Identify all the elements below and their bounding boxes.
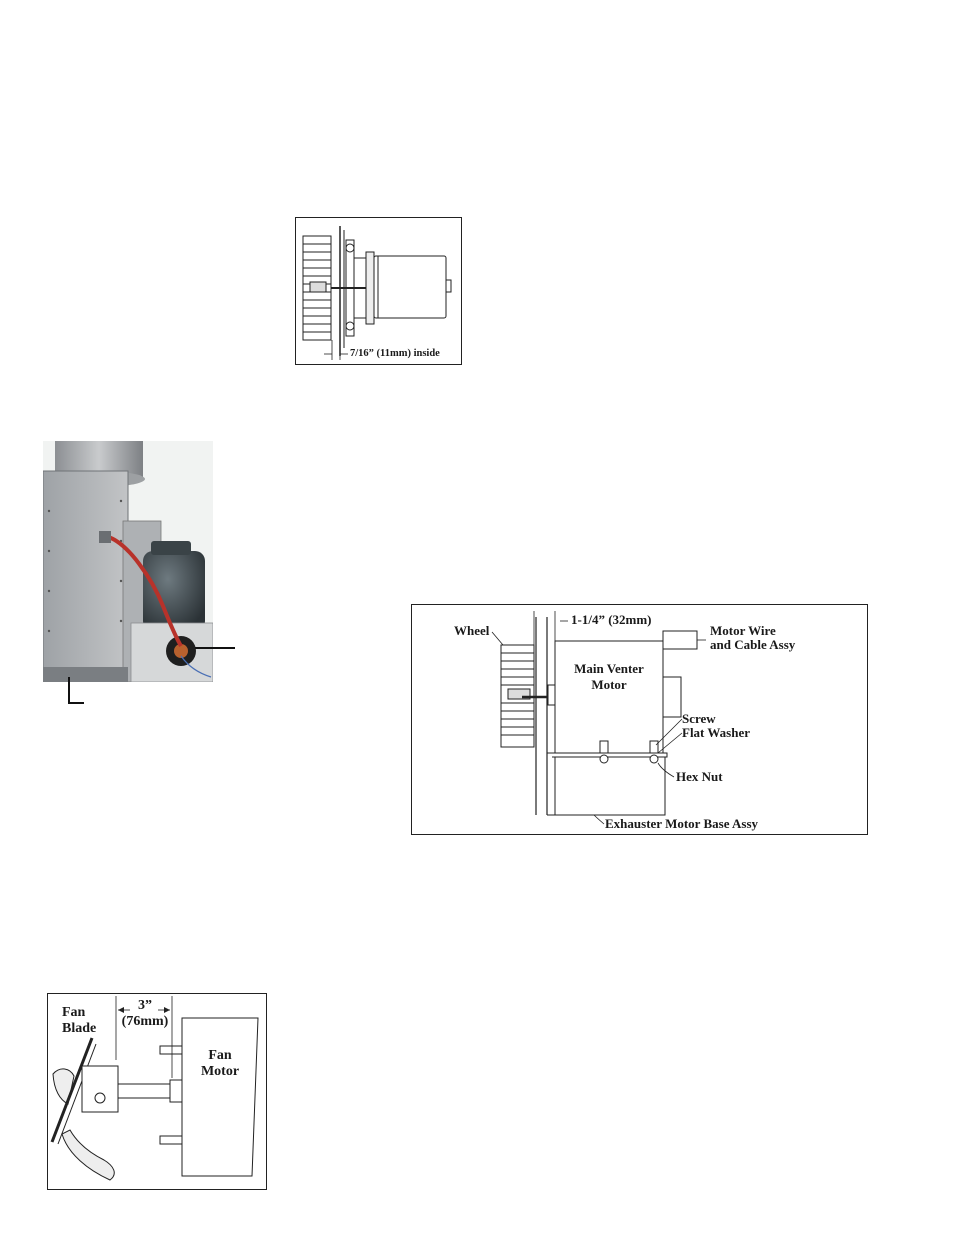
wheel-spacing-dimension-label: 7/16” (11mm) inside [350,348,440,359]
exhauster-motor-base-label: Exhauster Motor Base Assy [605,816,758,831]
motor-wire-label-line2: and Cable Assy [710,637,796,652]
figure-exhauster-motor-base [411,604,868,835]
photo-leader-right [195,647,235,649]
fan-gap-dimension-line1: 3” [138,998,152,1013]
main-venter-motor-label-line1: Main Venter [574,661,644,676]
fan-blade-label-line2: Blade [62,1021,97,1036]
figure-wheel-spacing [295,217,462,365]
flat-washer-label: Flat Washer [682,725,751,740]
main-venter-motor-label-line2: Motor [591,677,627,692]
exhauster-photo-illustration [43,441,213,682]
hex-nut-label: Hex Nut [676,769,723,784]
fan-gap-dimension-line2: (76mm) [121,1014,169,1029]
main-venter-motor-label [566,661,652,693]
wheel-gap-dimension-label: 1-1/4” (32mm) [571,612,652,627]
fan-gap-dimension-label [118,998,172,1030]
fan-motor-label-line2: Motor [200,1064,240,1079]
photo-leader-bottom-horizontal [68,702,84,704]
motor-wire-label [710,624,795,652]
fan-blade-label [62,1005,96,1037]
photo-leader-bottom-vertical [68,677,70,703]
exhauster-base-diagram [412,605,868,835]
fan-blade-label-line1: Fan [62,1005,86,1020]
figure-fan-blade-spacing [47,993,267,1190]
fan-motor-label-line1: Fan [208,1048,232,1063]
wheel-spacing-diagram [296,218,462,365]
fan-motor-label [194,1048,246,1080]
photo-exhauster-assembly [43,441,213,682]
wheel-label: Wheel [454,623,490,638]
motor-wire-label-line1: Motor Wire [710,623,776,638]
screw-label: Screw [682,711,716,726]
